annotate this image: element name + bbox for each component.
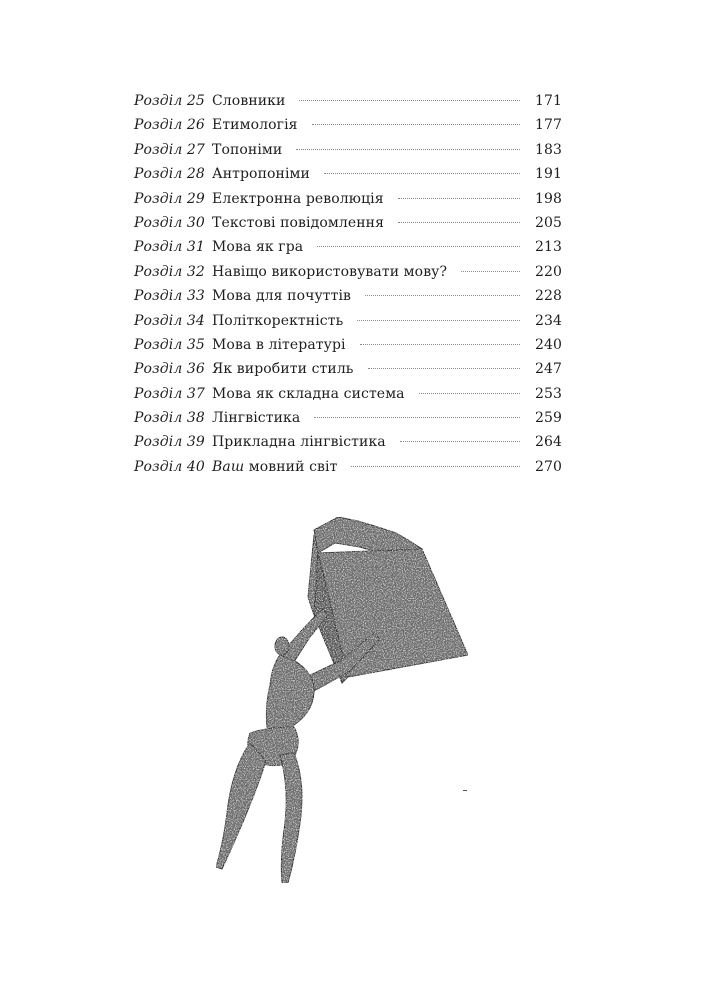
dot-leader xyxy=(400,441,520,442)
toc-row[interactable] xyxy=(134,313,562,337)
chapter-number: Розділ 32 xyxy=(134,263,205,280)
chapter-title: Мова як складна система xyxy=(212,385,405,402)
toc-row[interactable] xyxy=(134,288,562,312)
chapter-number: Розділ 38 xyxy=(134,410,205,427)
toc-row[interactable] xyxy=(134,386,562,410)
chapter-title-rest: мовний світ xyxy=(244,458,338,475)
chapter-title: Етимологія xyxy=(212,117,298,134)
dot-leader xyxy=(314,417,520,418)
page-number: 191 xyxy=(534,166,562,183)
page-number: 247 xyxy=(534,361,562,378)
chapter-title: Як виробити стиль xyxy=(212,361,354,378)
dot-leader xyxy=(419,393,520,394)
chapter-title xyxy=(212,459,337,475)
dot-leader xyxy=(312,124,520,125)
toc-row[interactable] xyxy=(134,361,562,385)
page-number: 270 xyxy=(534,458,562,475)
chapter-title: Антропоніми xyxy=(212,166,310,183)
chapter-title: Політкоректність xyxy=(212,312,344,329)
chapter-number: Розділ 33 xyxy=(134,288,205,305)
page-number: 198 xyxy=(534,190,562,207)
toc-row[interactable] xyxy=(134,215,562,239)
chapter-title-emphasis: Ваш xyxy=(212,458,245,475)
chapter-title: Електронна революція xyxy=(212,190,384,207)
dot-leader xyxy=(360,344,520,345)
chapter-number: Розділ 26 xyxy=(134,117,205,134)
page-number: 171 xyxy=(534,93,562,109)
figure-arm-raised xyxy=(282,609,328,665)
figure-leg-front xyxy=(280,753,302,883)
dot-leader xyxy=(365,295,520,296)
chapter-number: Розділ 34 xyxy=(134,312,205,329)
chapter-number: Розділ 37 xyxy=(134,385,205,402)
dot-leader xyxy=(299,100,520,101)
chapter-number: Розділ 25 xyxy=(134,93,205,109)
toc-row[interactable] xyxy=(134,410,562,434)
dot-leader xyxy=(317,246,520,247)
ink-speck xyxy=(463,790,467,791)
dot-leader xyxy=(324,173,520,174)
chapter-number: Розділ 40 xyxy=(134,458,205,475)
chapter-number: Розділ 36 xyxy=(134,361,205,378)
page-number: 264 xyxy=(534,434,562,451)
chapter-number: Розділ 27 xyxy=(134,141,205,158)
chapter-number: Розділ 29 xyxy=(134,190,205,207)
page-number: 213 xyxy=(534,239,562,256)
page-number: 234 xyxy=(534,312,562,329)
chapter-number: Розділ 39 xyxy=(134,434,205,451)
chapter-title: Лінгвістика xyxy=(212,410,301,427)
page-number: 183 xyxy=(534,141,562,158)
toc-row[interactable] xyxy=(134,93,562,117)
chapter-number: Розділ 31 xyxy=(134,239,205,256)
page-number: 228 xyxy=(534,288,562,305)
figure-lifting-book-icon xyxy=(210,505,490,900)
dot-leader xyxy=(461,271,520,272)
toc-row[interactable] xyxy=(134,459,562,483)
table-of-contents xyxy=(134,93,562,483)
toc-row[interactable] xyxy=(134,191,562,215)
toc-row[interactable] xyxy=(134,434,562,458)
dot-leader xyxy=(351,466,520,467)
toc-row[interactable] xyxy=(134,142,562,166)
page-number: 205 xyxy=(534,214,562,231)
figure-torso xyxy=(266,655,314,737)
chapter-title: Текстові повідомлення xyxy=(212,214,385,231)
chapter-title: Топоніми xyxy=(212,141,283,158)
dot-leader xyxy=(296,149,520,150)
chapter-number: Розділ 35 xyxy=(134,336,205,353)
page-number: 220 xyxy=(534,263,562,280)
chapter-title: Навіщо використовувати мову? xyxy=(212,263,448,280)
page-number: 253 xyxy=(534,385,562,402)
chapter-title: Мова для почуттів xyxy=(212,288,352,305)
page-number: 259 xyxy=(534,410,562,427)
chapter-title: Прикладна лінгвістика xyxy=(212,434,386,451)
chapter-number: Розділ 28 xyxy=(134,166,205,183)
dot-leader xyxy=(398,198,520,199)
toc-row[interactable] xyxy=(134,166,562,190)
page-number: 240 xyxy=(534,336,562,353)
dot-leader xyxy=(398,222,520,223)
dot-leader xyxy=(368,368,520,369)
figure-leg-back xyxy=(216,743,266,869)
chapter-title: Мова в літературі xyxy=(212,336,346,353)
chapter-number: Розділ 30 xyxy=(134,214,205,231)
chapter-title: Мова як гра xyxy=(212,239,304,256)
toc-row[interactable] xyxy=(134,239,562,263)
toc-row[interactable] xyxy=(134,117,562,141)
toc-row[interactable] xyxy=(134,264,562,288)
chapter-title: Словники xyxy=(212,93,286,109)
figure-head xyxy=(275,637,289,655)
dot-leader xyxy=(357,320,520,321)
toc-row[interactable] xyxy=(134,337,562,361)
page-number: 177 xyxy=(534,117,562,134)
